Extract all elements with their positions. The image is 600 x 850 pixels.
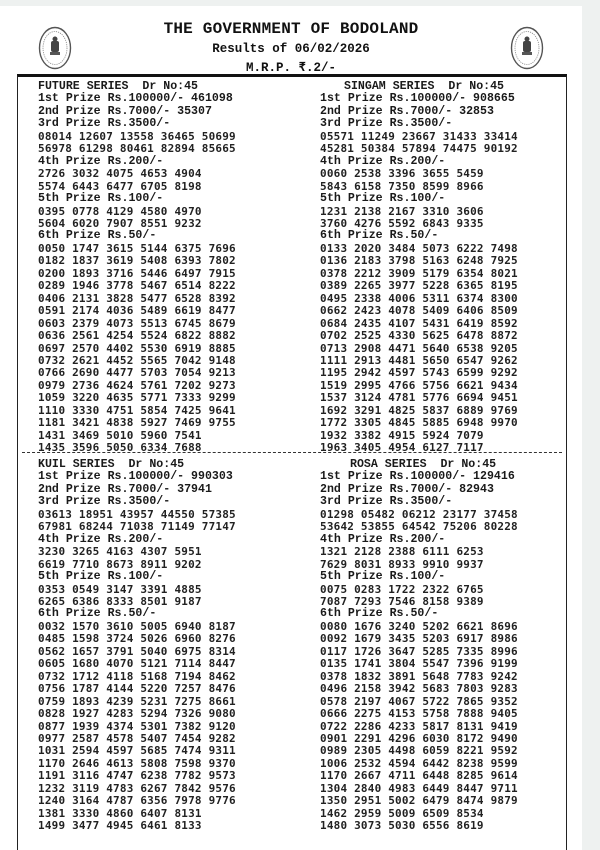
number-row: 5604 6020 7907 8551 9232	[38, 216, 202, 230]
number-row: 1181 3421 4838 5927 7469 9755	[38, 416, 236, 430]
bodoland-seal-icon	[510, 26, 544, 70]
number-row: 0713 2908 4471 5640 6538 9205	[320, 341, 518, 355]
number-row: 0989 2305 4498 6059 8221 9592	[320, 744, 518, 758]
number-row: 0636 2561 4254 5524 6822 8882	[38, 329, 236, 343]
number-row: 3230 3265 4163 4307 5951	[38, 545, 202, 559]
number-row: 0562 1657 3791 5040 6975 8314	[38, 644, 236, 658]
number-row: 0877 1939 4374 5301 7382 9120	[38, 719, 236, 733]
number-row: 0828 1927 4283 5294 7326 9080	[38, 707, 236, 721]
series-title: ROSA SERIES Dr No:45	[350, 458, 497, 471]
number-row: 1381 3330 4860 6407 8131	[38, 806, 202, 820]
fourth-prize-label: 4th Prize Rs.200/-	[320, 154, 446, 168]
number-row: 45281 50384 57894 74475 90192	[320, 142, 518, 156]
number-row: 01298 05482 06212 23177 37458	[320, 507, 518, 521]
number-row: 0603 2379 4073 5513 6745 8679	[38, 316, 236, 330]
fifth-prize-label: 5th Prize Rs.100/-	[320, 570, 446, 584]
series-block-rosa	[320, 459, 590, 833]
sheet-header	[0, 6, 582, 78]
sixth-prize-label: 6th Prize Rs.50/-	[38, 229, 157, 243]
second-prize: 2nd Prize Rs.7000/- 37941	[38, 482, 212, 496]
number-row: 0060 2538 3396 3655 5459	[320, 167, 484, 181]
first-prize: 1st Prize Rs.100000/- 461098	[38, 92, 233, 106]
number-row: 0756 1787 4144 5220 7257 8476	[38, 682, 236, 696]
number-row: 1191 3116 4747 6238 7782 9573	[38, 769, 236, 783]
number-row: 1170 2667 4711 6448 8285 9614	[320, 769, 518, 783]
number-row: 1321 2128 2388 6111 6253	[320, 545, 484, 559]
number-row: 0759 1893 4239 5231 7275 8661	[38, 694, 236, 708]
number-row: 0732 1712 4118 5168 7194 8462	[38, 669, 236, 683]
number-row: 03613 18951 43957 44550 57385	[38, 507, 236, 521]
first-prize: 1st Prize Rs.100000/- 129416	[320, 470, 515, 484]
number-row: 0032 1570 3610 5005 6940 8187	[38, 619, 236, 633]
number-row: 0353 0549 3147 3391 4885	[38, 582, 202, 596]
number-row: 1519 2995 4766 5756 6621 9434	[320, 378, 518, 392]
number-row: 1059 3220 4635 5771 7333 9299	[38, 391, 236, 405]
sixth-prize-label: 6th Prize Rs.50/-	[320, 229, 439, 243]
number-row: 5574 6443 6477 6705 8198	[38, 179, 202, 193]
series-block-future	[38, 81, 308, 455]
number-row: 1932 3382 4915 5924 7079	[320, 428, 484, 442]
series-title: KUIL SERIES Dr No:45	[38, 458, 185, 471]
sixth-prize-label: 6th Prize Rs.50/-	[38, 607, 157, 621]
mrp-price: M.R.P. ₹.2/-	[245, 61, 337, 75]
number-row: 1031 2594 4597 5685 7474 9311	[38, 744, 236, 758]
number-row: 1537 3124 4781 5776 6694 9451	[320, 391, 518, 405]
number-row: 1692 3291 4825 5837 6889 9769	[320, 403, 518, 417]
number-row: 0050 1747 3615 5144 6375 7696	[38, 241, 236, 255]
number-row: 0485 1598 3724 5026 6960 8276	[38, 632, 236, 646]
page-title: THE GOVERNMENT OF BODOLAND	[163, 20, 419, 38]
number-row: 1006 2532 4594 6442 8238 9599	[320, 756, 518, 770]
number-row: 0977 2587 4578 5407 7454 9282	[38, 731, 236, 745]
fourth-prize-label: 4th Prize Rs.200/-	[38, 532, 164, 546]
series-title: SINGAM SERIES Dr No:45	[344, 80, 505, 93]
number-row: 0496 2158 3942 5683 7803 9283	[320, 682, 518, 696]
number-row: 0395 0778 4129 4580 4970	[38, 204, 202, 218]
number-row: 1435 3596 5050 6334 7688	[38, 441, 202, 455]
number-row: 1480 3073 5030 6556 8619	[320, 819, 484, 833]
number-row: 7629 8031 8933 9910 9937	[320, 557, 484, 571]
fourth-prize-label: 4th Prize Rs.200/-	[38, 154, 164, 168]
third-prize-label: 3rd Prize Rs.3500/-	[38, 495, 171, 509]
number-row: 0200 1893 3716 5446 6497 7915	[38, 266, 236, 280]
third-prize-label: 3rd Prize Rs.3500/-	[320, 495, 453, 509]
number-row: 7087 7293 7546 8158 9389	[320, 594, 484, 608]
number-row: 0766 2690 4477 5703 7054 9213	[38, 366, 236, 380]
number-row: 0135 1741 3804 5547 7396 9199	[320, 657, 518, 671]
number-row: 0495 2338 4006 5311 6374 8300	[320, 291, 518, 305]
number-row: 0722 2286 4233 5817 8131 9419	[320, 719, 518, 733]
second-prize: 2nd Prize Rs.7000/- 82943	[320, 482, 494, 496]
number-row: 0697 2570 4402 5530 6919 8885	[38, 341, 236, 355]
number-row: 0092 1679 3435 5203 6917 8986	[320, 632, 518, 646]
series-block-singam	[320, 81, 590, 455]
second-prize: 2nd Prize Rs.7000/- 32853	[320, 104, 494, 118]
number-row: 1195 2942 4597 5743 6599 9292	[320, 366, 518, 380]
number-row: 0979 2736 4624 5761 7202 9273	[38, 378, 236, 392]
number-row: 1772 3305 4845 5885 6948 9970	[320, 416, 518, 430]
number-row: 5843 6158 7350 8599 8966	[320, 179, 484, 193]
number-row: 1963 3405 4954 6127 7117	[320, 441, 484, 455]
number-row: 53642 53855 64542 75206 80228	[320, 520, 518, 534]
number-row: 0662 2423 4078 5409 6406 8509	[320, 304, 518, 318]
number-row: 6619 7710 8673 8911 9202	[38, 557, 202, 571]
number-row: 0684 2435 4107 5431 6419 8592	[320, 316, 518, 330]
number-row: 6265 6386 8333 8501 9187	[38, 594, 202, 608]
number-row: 0578 2197 4067 5722 7865 9352	[320, 694, 518, 708]
number-row: 0389 2265 3977 5228 6365 8195	[320, 279, 518, 293]
number-row: 0378 2212 3909 5179 6354 8021	[320, 266, 518, 280]
number-row: 1232 3119 4783 6267 7842 9576	[38, 781, 236, 795]
number-row: 0136 2183 3798 5163 6248 7925	[320, 254, 518, 268]
fourth-prize-label: 4th Prize Rs.200/-	[320, 532, 446, 546]
fifth-prize-label: 5th Prize Rs.100/-	[320, 192, 446, 206]
results-date: Results of 06/02/2026	[212, 42, 370, 56]
fifth-prize-label: 5th Prize Rs.100/-	[38, 570, 164, 584]
number-row: 0702 2525 4330 5625 6478 8872	[320, 329, 518, 343]
number-row: 08014 12607 13558 36465 50699	[38, 129, 236, 143]
number-row: 0182 1837 3619 5408 6393 7802	[38, 254, 236, 268]
second-prize: 2nd Prize Rs.7000/- 35307	[38, 104, 212, 118]
number-row: 1304 2840 4983 6449 8447 9711	[320, 781, 518, 795]
number-row: 1499 3477 4945 6461 8133	[38, 819, 202, 833]
number-row: 0591 2174 4036 5489 6619 8477	[38, 304, 236, 318]
number-row: 2726 3032 4075 4653 4904	[38, 167, 202, 181]
number-row: 0080 1676 3240 5202 6621 8696	[320, 619, 518, 633]
third-prize-label: 3rd Prize Rs.3500/-	[38, 117, 171, 131]
number-row: 0666 2275 4153 5758 7888 9405	[320, 707, 518, 721]
fifth-prize-label: 5th Prize Rs.100/-	[38, 192, 164, 206]
number-row: 05571 11249 23667 31433 33414	[320, 129, 518, 143]
number-row: 0075 0283 1722 2322 6765	[320, 582, 484, 596]
number-row: 0133 2020 3484 5073 6222 7498	[320, 241, 518, 255]
number-row: 1350 2951 5002 6479 8474 9879	[320, 794, 518, 808]
third-prize-label: 3rd Prize Rs.3500/-	[320, 117, 453, 131]
number-row: 0117 1726 3647 5285 7335 8996	[320, 644, 518, 658]
first-prize: 1st Prize Rs.100000/- 908665	[320, 92, 515, 106]
number-row: 0378 1832 3891 5648 7783 9242	[320, 669, 518, 683]
number-row: 0901 2291 4296 6030 8172 9490	[320, 731, 518, 745]
number-row: 0289 1946 3778 5467 6514 8222	[38, 279, 236, 293]
number-row: 0732 2621 4452 5565 7042 9148	[38, 353, 236, 367]
number-row: 1431 3469 5010 5960 7541	[38, 428, 202, 442]
number-row: 0605 1680 4070 5121 7114 8447	[38, 657, 236, 671]
number-row: 0406 2131 3828 5477 6528 8392	[38, 291, 236, 305]
number-row: 1462 2959 5009 6509 8534	[320, 806, 484, 820]
number-row: 1231 2138 2167 3310 3606	[320, 204, 484, 218]
number-row: 1111 2913 4481 5650 6547 9262	[320, 353, 518, 367]
sixth-prize-label: 6th Prize Rs.50/-	[320, 607, 439, 621]
series-block-kuil	[38, 459, 308, 833]
first-prize: 1st Prize Rs.100000/- 990303	[38, 470, 233, 484]
series-title: FUTURE SERIES Dr No:45	[38, 80, 199, 93]
number-row: 1240 3164 4787 6356 7978 9776	[38, 794, 236, 808]
number-row: 56978 61298 80461 82894 85665	[38, 142, 236, 156]
number-row: 3760 4276 5592 6843 9335	[320, 216, 484, 230]
number-row: 1170 2646 4613 5808 7598 9370	[38, 756, 236, 770]
number-row: 67981 68244 71038 71149 77147	[38, 520, 236, 534]
number-row: 1110 3330 4751 5854 7425 9641	[38, 403, 236, 417]
